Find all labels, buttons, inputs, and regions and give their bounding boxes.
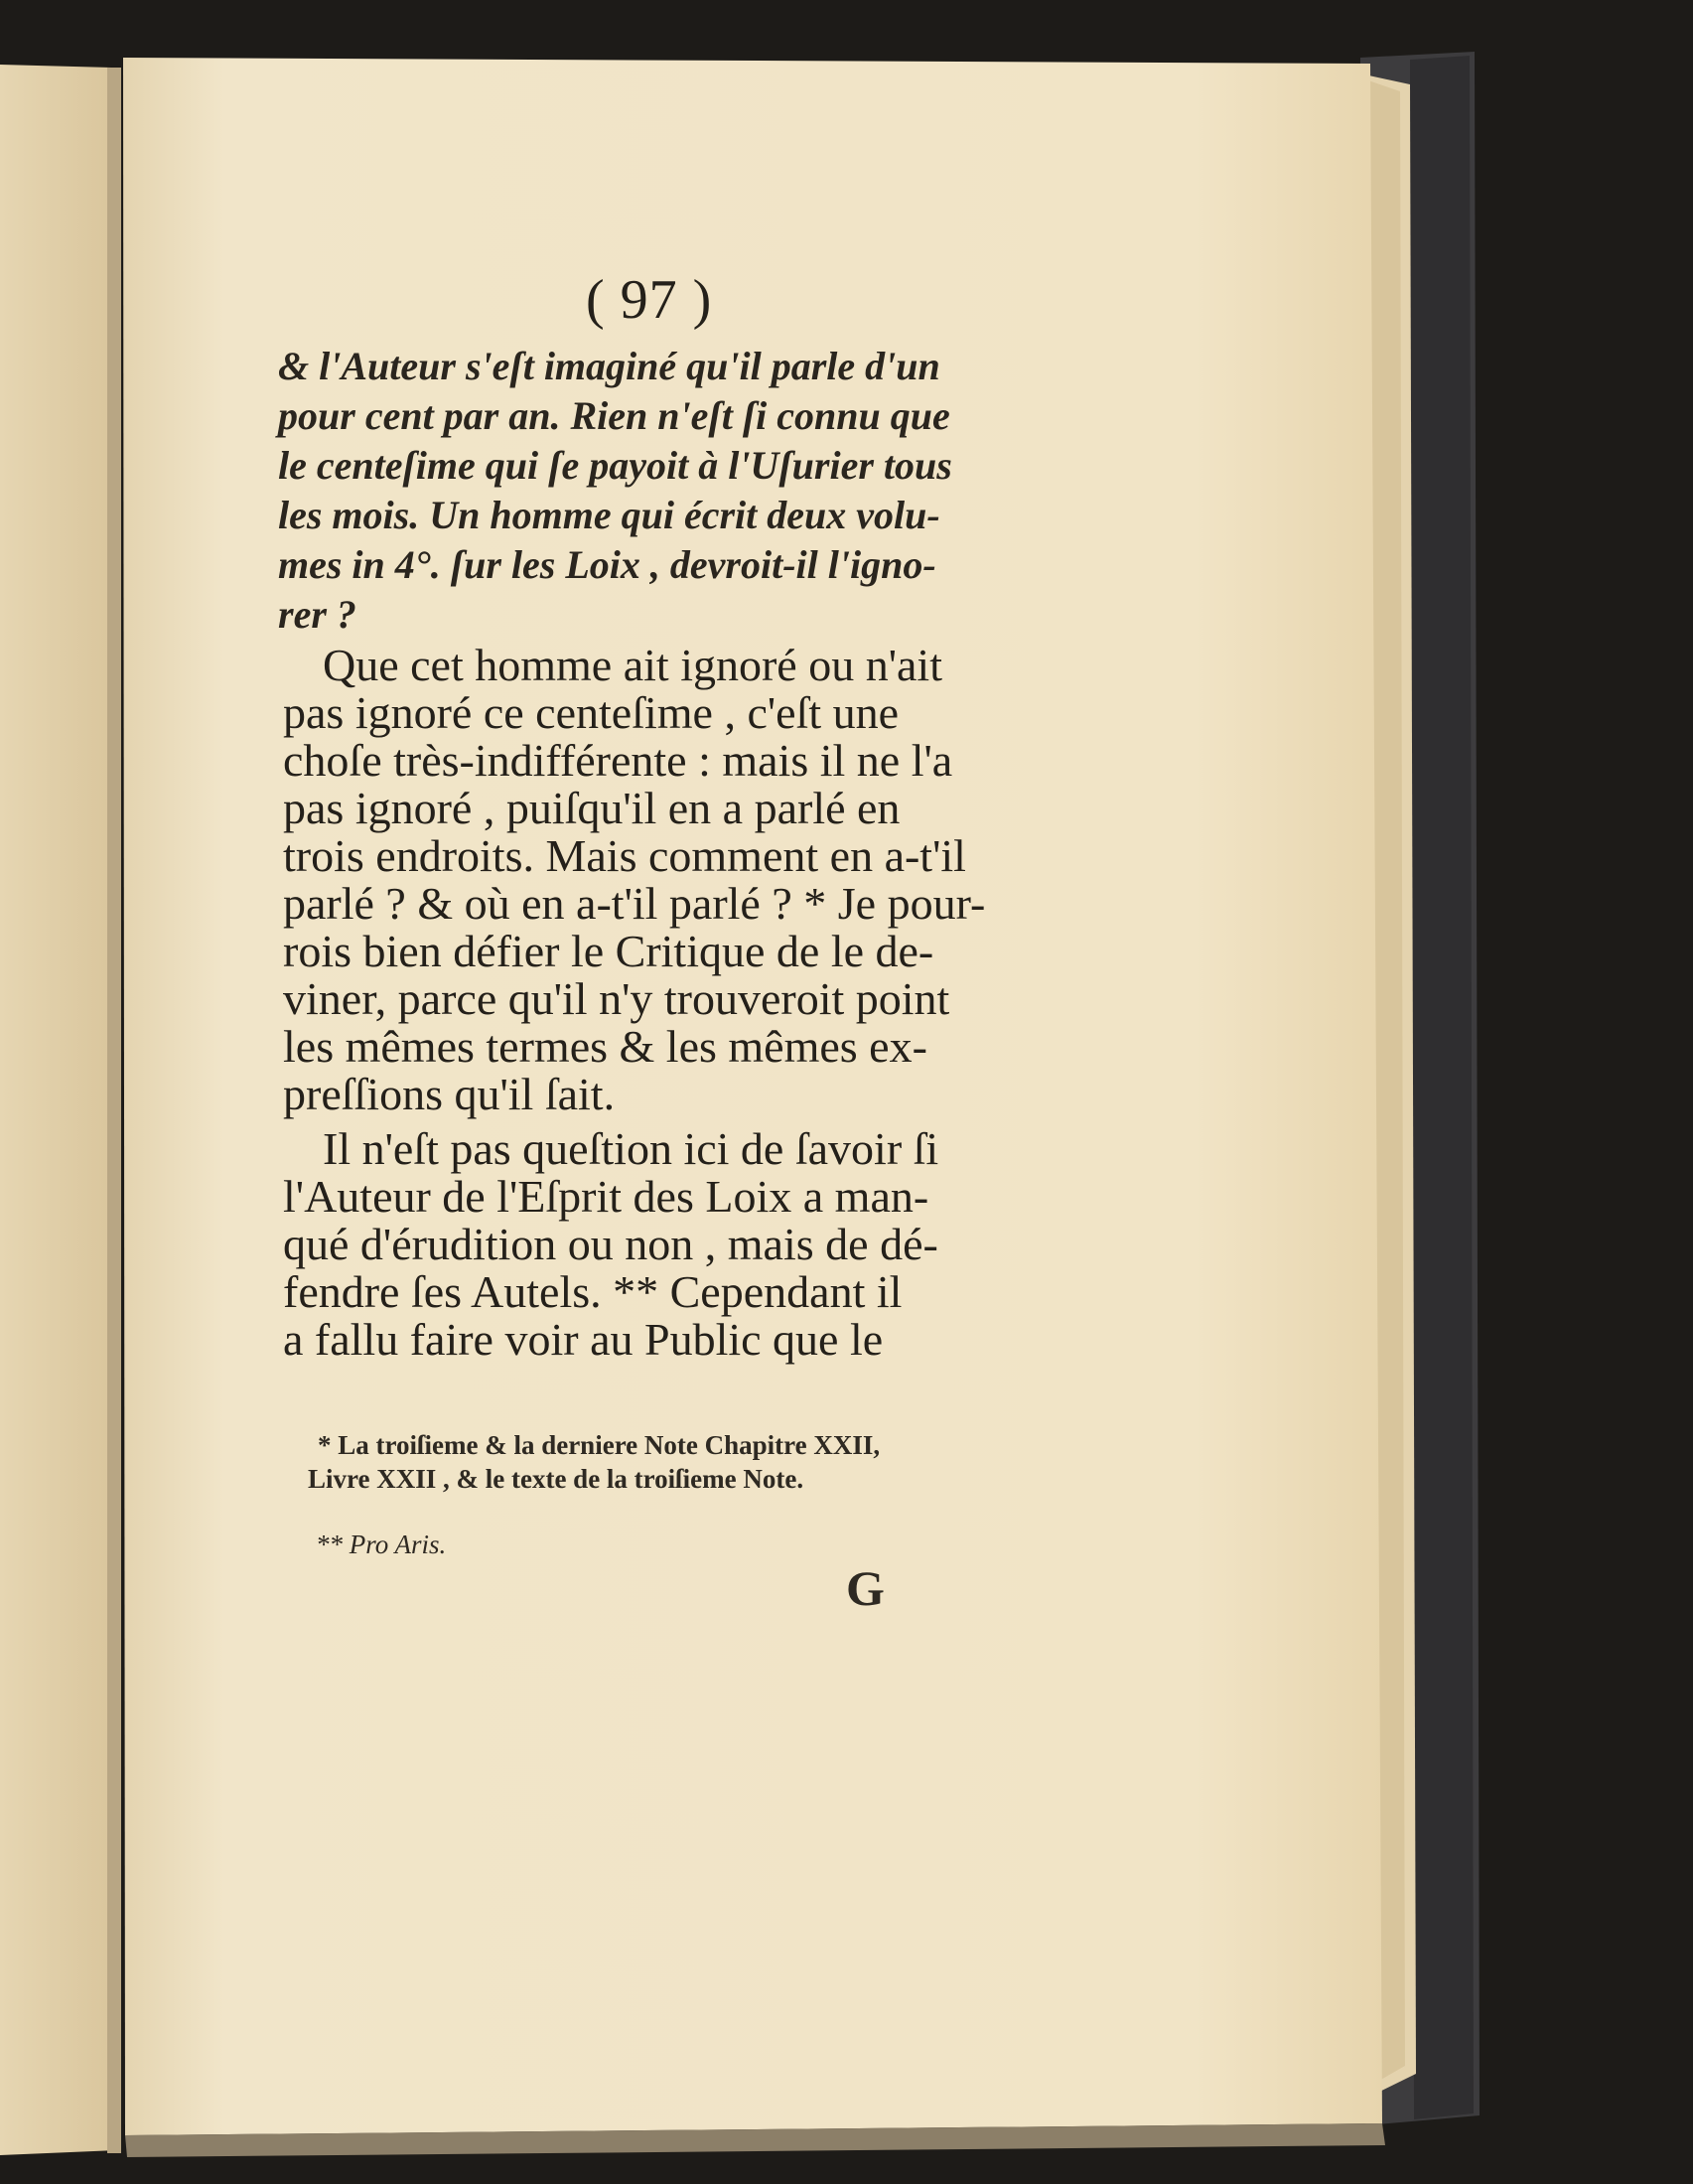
text-line: l'Auteur de l'Eſprit des Loix a man-	[283, 1171, 929, 1222]
text-line: pour cent par an. Rien n'eſt ſi connu que	[278, 393, 950, 438]
signature-mark: G	[846, 1560, 885, 1616]
page-number: ( 97 )	[586, 269, 713, 331]
footnote-1	[308, 1430, 1072, 1510]
paragraph-1	[283, 639, 1058, 1119]
text-line: fendre ſes Autels. ** Cependant il	[283, 1266, 903, 1317]
text-line: Que cet homme ait ignoré ou n'ait	[323, 640, 942, 690]
text-line: les mois. Un homme qui écrit deux volu-	[278, 493, 940, 537]
text-line: choſe très-indifférente : mais il ne l'a	[283, 735, 953, 786]
text-line: rer ?	[278, 592, 356, 637]
text-line: pas ignoré ce centeſime , c'eſt une	[283, 687, 900, 738]
text-line: viner, parce qu'il n'y trouveroit point	[283, 973, 950, 1024]
text-line: qué d'érudition ou non , mais de dé-	[283, 1219, 938, 1269]
footnote-line: * La troiſieme & la derniere Note Chapitre XXII,	[318, 1430, 881, 1460]
text-line: parlé ? & où en a-t'il parlé ? * Je pour-	[283, 878, 986, 929]
italic-continuation-text	[278, 343, 1023, 641]
footnote-line: Livre XXII , & le texte de la troiſieme Note.	[308, 1464, 804, 1494]
text-line: pas ignoré , puiſqu'il en a parlé en	[283, 783, 901, 833]
text-line: le centeſime qui ſe payoit à l'Uſurier tous	[278, 443, 952, 488]
paragraph-2	[283, 1122, 1058, 1365]
text-line: rois bien défier le Critique de le de-	[283, 926, 934, 976]
footnote-2: ** Pro Aris.	[316, 1529, 447, 1559]
text-line: mes in 4°. ſur les Loix , devroit-il l'igno-	[278, 542, 936, 587]
text-line: preſſions qu'il ſait.	[283, 1069, 616, 1119]
text-line: trois endroits. Mais comment en a-t'il	[283, 830, 966, 881]
text-line: & l'Auteur s'eſt imaginé qu'il parle d'un	[278, 344, 940, 388]
text-line: a fallu faire voir au Public que le	[283, 1314, 884, 1365]
text-line: Il n'eſt pas queſtion ici de ſavoir ſi	[323, 1123, 939, 1174]
text-line: les mêmes termes & les mêmes ex-	[283, 1021, 927, 1072]
